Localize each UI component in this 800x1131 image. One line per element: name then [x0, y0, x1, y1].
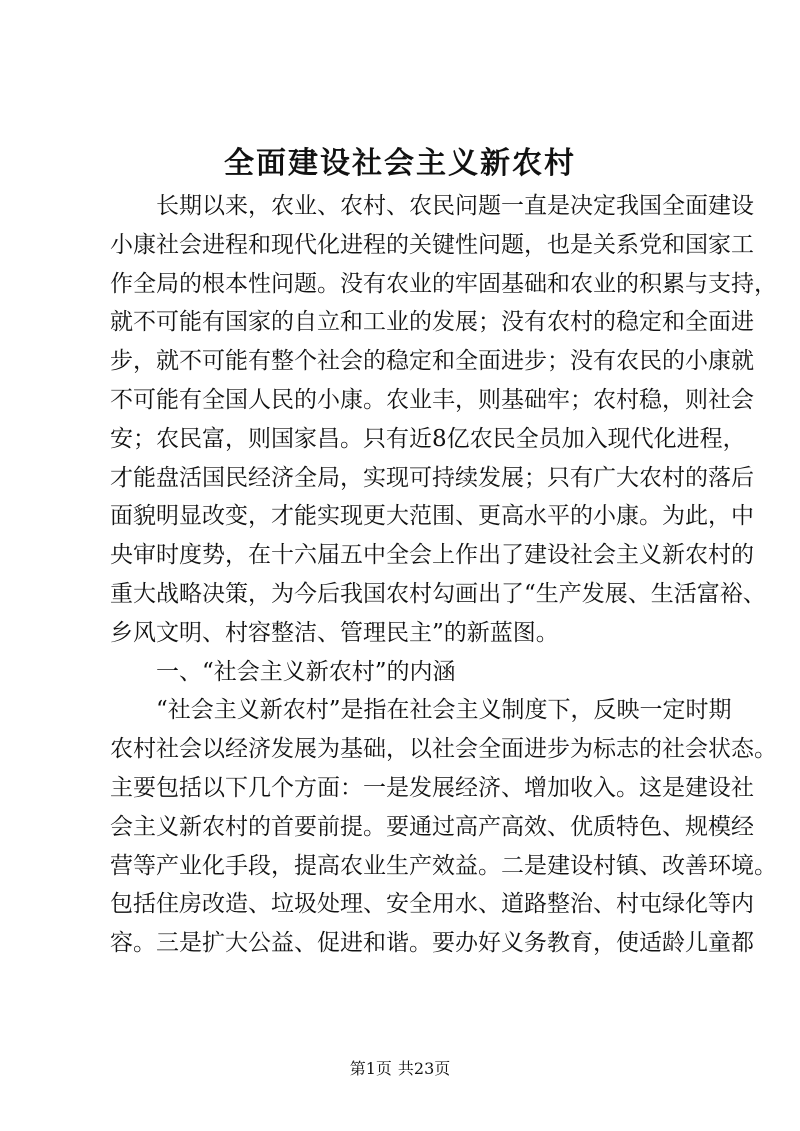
- page-number: 第1页: [349, 1059, 392, 1078]
- text-line-paragraph-1-start: 长期以来，农业、农村、农民问题一直是决定我国全面建设: [156, 193, 754, 219]
- text-line: 主要包括以下几个方面：一是发展经济、增加收入。这是建设社: [110, 774, 754, 801]
- text-line: 就不可能有国家的自立和工业的发展；没有农村的稳定和全面进: [110, 309, 754, 336]
- text-line: 央审时度势，在十六届五中全会上作出了建设社会主义新农村的: [110, 542, 754, 569]
- text-line: 作全局的根本性问题。没有农业的牢固基础和农业的积累与支持，: [110, 270, 777, 297]
- text-line: 才能盘活国民经济全局，实现可持续发展；只有广大农村的落后: [110, 464, 754, 491]
- text-line-paragraph-2-start: “社会主义新农村”是指在社会主义制度下，反映一定时期: [156, 697, 732, 724]
- text-line-paragraph-1-end: 乡风文明、村容整洁、管理民主”的新蓝图。: [110, 619, 559, 646]
- text-line: 营等产业化手段，提高农业生产效益。二是建设村镇、改善环境。: [110, 852, 777, 879]
- text-line: 重大战略决策，为今后我国农村勾画出了“生产发展、生活富裕、: [110, 580, 766, 607]
- text-line: 会主义新农村的首要前提。要通过高产高效、优质特色、规模经: [110, 813, 754, 840]
- text-line: 容。三是扩大公益、促进和谐。要办好义务教育，使适龄儿童都: [110, 930, 754, 957]
- document-title: 全面建设社会主义新农村: [224, 146, 576, 181]
- document-body: [110, 187, 777, 963]
- page-total: 共23页: [397, 1059, 451, 1078]
- text-line: 安；农民富，则国家昌。只有近8亿农民全员加入现代化进程，: [110, 425, 746, 452]
- text-line: 面貌明显改变，才能实现更大范围、更高水平的小康。为此，中: [110, 503, 754, 530]
- page-footer: [0, 1056, 800, 1079]
- text-line: 包括住房改造、垃圾处理、安全用水、道路整治、村屯绿化等内: [110, 891, 754, 918]
- section-heading: 一、“社会主义新农村”的内涵: [156, 658, 456, 685]
- text-line: 农村社会以经济发展为基础，以社会全面进步为标志的社会状态。: [110, 736, 777, 763]
- text-line: 不可能有全国人民的小康。农业丰，则基础牢；农村稳，则社会: [110, 386, 754, 413]
- text-line: 小康社会进程和现代化进程的关键性问题，也是关系党和国家工: [110, 231, 754, 258]
- text-line: 步，就不可能有整个社会的稳定和全面进步；没有农民的小康就: [110, 348, 754, 375]
